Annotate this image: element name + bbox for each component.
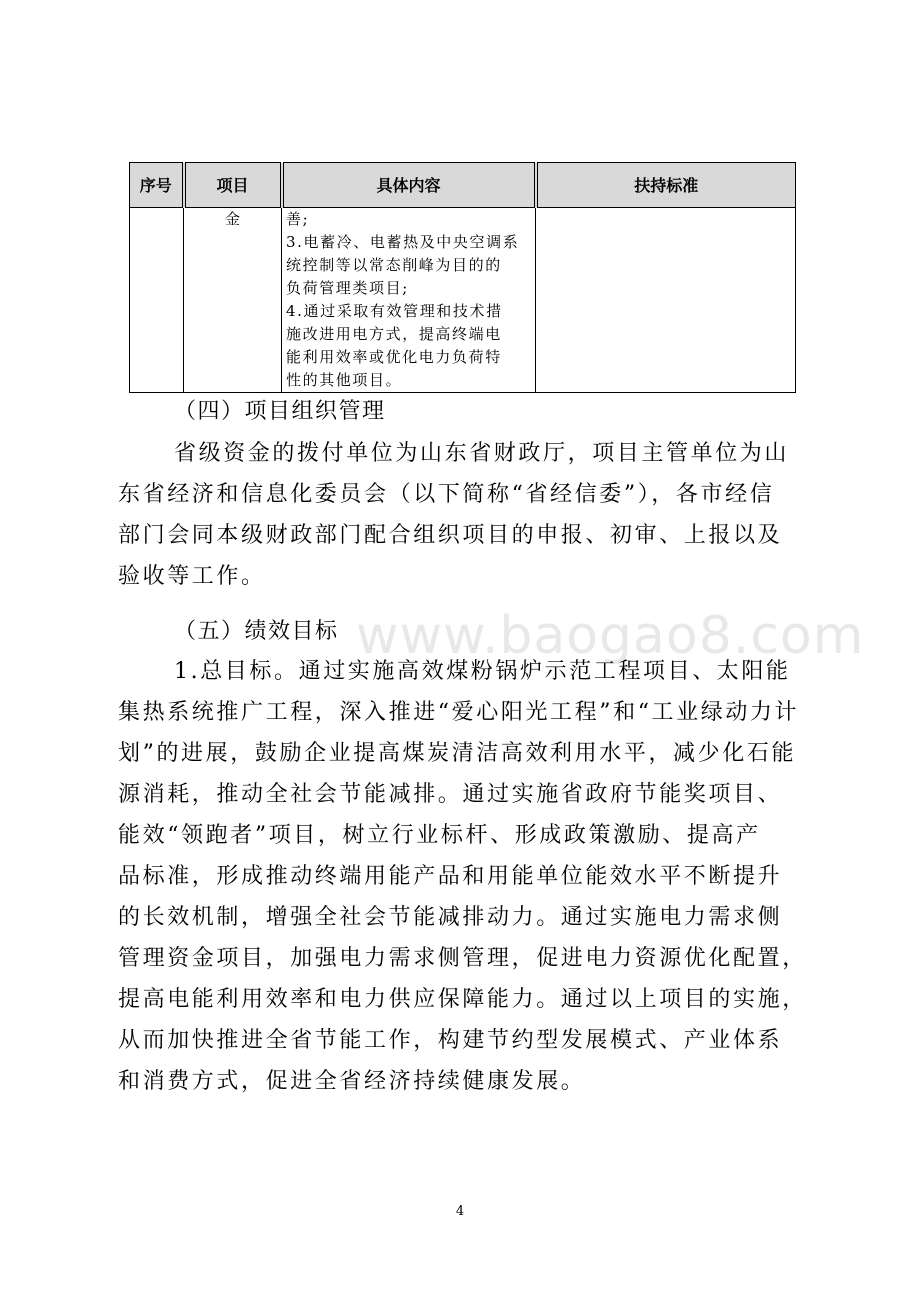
paragraph-line: 和消费方式，促进全省经济持续健康发展。 xyxy=(118,1069,586,1094)
content-line: 3.电蓄冷、电蓄热及中央空调系 xyxy=(286,233,520,251)
cell-standard xyxy=(536,208,796,393)
content-line: 能利用效率或优化电力负荷特 xyxy=(286,348,502,366)
paragraph-line: 源消耗，推动全社会节能减排。通过实施省政府节能奖项目、 xyxy=(118,782,783,807)
header-item: 项目 xyxy=(184,163,282,208)
support-standard-table xyxy=(129,162,796,393)
section-heading-4: （四）项目组织管理 xyxy=(174,399,386,424)
paragraph-line: 1.总目标。通过实施高效煤粉锅炉示范工程项目、太阳能 xyxy=(174,659,791,684)
paragraph-line: 东省经济和信息化委员会（以下简称“省经信委”），各市经信 xyxy=(118,482,775,507)
content-line: 负荷管理类项目; xyxy=(286,279,409,297)
table-header-row xyxy=(130,163,796,208)
paragraph-line: 部门会同本级财政部门配合组织项目的申报、初审、上报以及 xyxy=(118,523,783,548)
paragraph-line: 从而加快推进全省节能工作，构建节约型发展模式、产业体系 xyxy=(118,1028,783,1053)
cell-content xyxy=(282,208,536,393)
content-line: 性的其他项目。 xyxy=(286,371,403,389)
paragraph-line: 提高电能利用效率和电力供应保障能力。通过以上项目的实施， xyxy=(118,987,807,1012)
paragraph-line: 能效“领跑者”项目，树立行业标杆、形成政策激励、提高产 xyxy=(118,823,761,848)
paragraph-line: 省级资金的拨付单位为山东省财政厅，项目主管单位为山 xyxy=(174,441,790,466)
paragraph-line: 验收等工作。 xyxy=(118,564,266,589)
content-line: 统控制等以常态削峰为目的的 xyxy=(286,256,502,274)
page-number: 4 xyxy=(455,1204,465,1219)
header-content: 具体内容 xyxy=(282,163,536,208)
section-heading-5: （五）绩效目标 xyxy=(174,619,339,644)
paragraph-line: 品标准，形成推动终端用能产品和用能单位能效水平不断提升 xyxy=(118,864,783,889)
content-line: 善; xyxy=(286,210,310,228)
table-row xyxy=(130,208,796,393)
header-standard: 扶持标准 xyxy=(536,163,796,208)
paragraph-line: 划”的进展，鼓励企业提高煤炭清洁高效利用水平，减少化石能 xyxy=(118,741,797,766)
section5-paragraph xyxy=(118,651,810,1102)
paragraph-line: 集热系统推广工程，深入推进“爱心阳光工程”和“工业绿动力计 xyxy=(118,700,800,725)
cell-item: 金 xyxy=(184,208,282,393)
watermark: www.baogao8.com xyxy=(356,606,865,666)
header-no: 序号 xyxy=(130,163,184,208)
content-line: 4.通过采取有效管理和技术措 xyxy=(286,302,503,320)
paragraph-line: 管理资金项目，加强电力需求侧管理，促进电力资源优化配置， xyxy=(118,946,807,971)
content-line: 施改进用电方式，提高终端电 xyxy=(286,325,502,343)
section4-paragraph xyxy=(118,433,810,597)
cell-no xyxy=(130,208,184,393)
paragraph-line: 的长效机制，增强全社会节能减排动力。通过实施电力需求侧 xyxy=(118,905,783,930)
